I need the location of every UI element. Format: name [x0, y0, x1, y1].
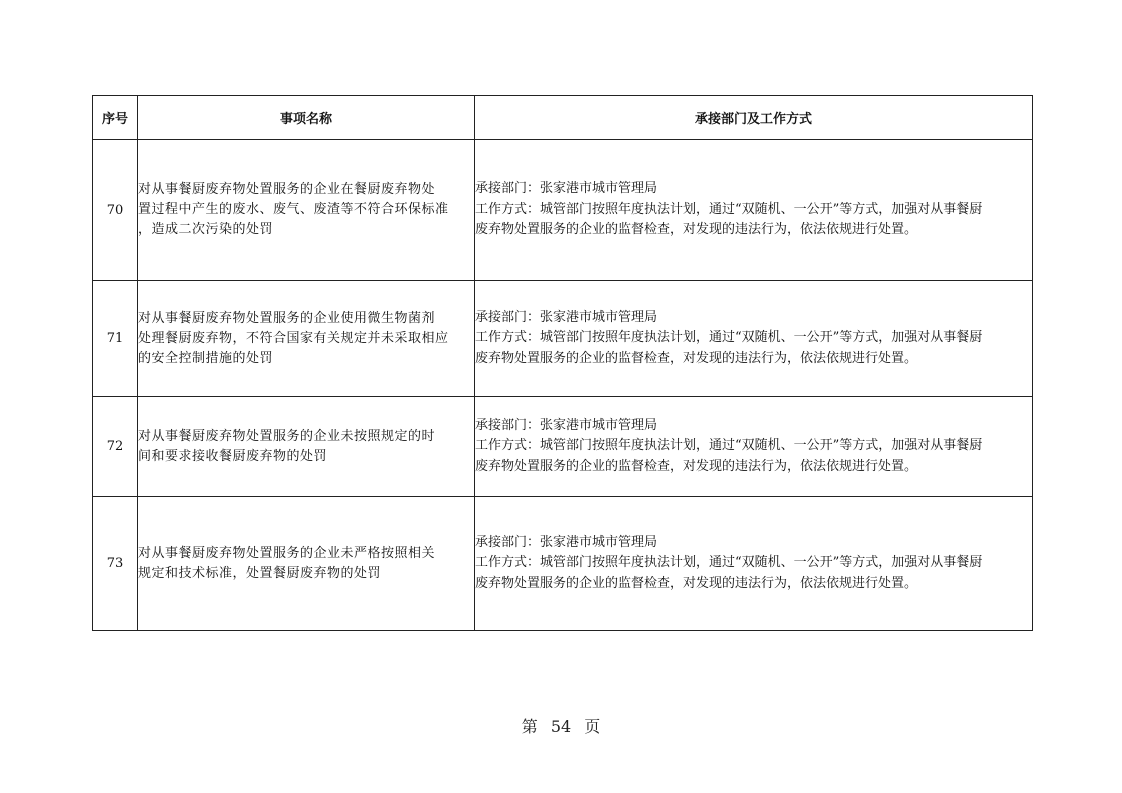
header-item-name: 事项名称 — [138, 96, 475, 140]
item-name-line: 对从事餐厨废弃物处置服务的企业未严格按照相关 — [138, 545, 436, 561]
work-method-line: 工作方式：城管部门按照年度执法计划，通过“双随机、一公开”等方式，加强对从事餐厨 — [475, 330, 983, 346]
department-line: 承接部门：张家港市城市管理局 — [475, 181, 658, 197]
row-serial-number: 70 — [93, 140, 138, 281]
department-line: 承接部门：张家港市城市管理局 — [475, 534, 658, 550]
work-method-line: 工作方式：城管部门按照年度执法计划，通过“双随机、一公开”等方式，加强对从事餐厨 — [475, 201, 983, 217]
header-serial-number: 序号 — [93, 96, 138, 140]
work-method-line: 工作方式：城管部门按照年度执法计划，通过“双随机、一公开”等方式，加强对从事餐厨 — [475, 555, 983, 571]
row-item-name — [138, 281, 475, 397]
row-serial-number: 71 — [93, 281, 138, 397]
table-row — [93, 397, 1033, 497]
department-line: 承接部门：张家港市城市管理局 — [475, 417, 658, 433]
row-item-name — [138, 397, 475, 497]
work-method-line: 废弃物处置服务的企业的监督检查，对发现的违法行为，依法依规进行处置。 — [475, 458, 918, 474]
item-name-line: 置过程中产生的废水、废气、废渣等不符合环保标准 — [138, 202, 449, 217]
department-line: 承接部门：张家港市城市管理局 — [475, 309, 658, 325]
table-row — [93, 281, 1033, 397]
table-header-row — [93, 96, 1033, 140]
work-method-line: 废弃物处置服务的企业的监督检查，对发现的违法行为，依法依规进行处置。 — [475, 350, 918, 366]
page-number-footer — [0, 714, 1122, 737]
item-name-line: 处理餐厨废弃物，不符合国家有关规定并未采取相应 — [138, 330, 449, 346]
work-method-line: 废弃物处置服务的企业的监督检查，对发现的违法行为，依法依规进行处置。 — [475, 575, 918, 591]
row-item-name — [138, 497, 475, 631]
page-number: 54 — [550, 717, 572, 736]
row-department-and-method — [475, 497, 1033, 631]
row-serial-number: 73 — [93, 497, 138, 631]
page-suffix: 页 — [584, 717, 601, 736]
item-name-line: 对从事餐厨废弃物处置服务的企业未按照规定的时 — [138, 428, 436, 444]
row-department-and-method — [475, 281, 1033, 397]
work-method-line: 工作方式：城管部门按照年度执法计划，通过“双随机、一公开”等方式，加强对从事餐厨 — [475, 438, 983, 454]
item-name-line: ，造成二次污染的处罚 — [138, 222, 274, 237]
item-name-line: 规定和技术标准，处置餐厨废弃物的处罚 — [138, 565, 382, 581]
header-department-and-method: 承接部门及工作方式 — [475, 96, 1033, 140]
item-name-line: 间和要求接收餐厨废弃物的处罚 — [138, 448, 328, 464]
table-row — [93, 497, 1033, 631]
item-name-line: 对从事餐厨废弃物处置服务的企业使用微生物菌剂 — [138, 310, 436, 326]
row-item-name — [138, 140, 475, 281]
table-row — [93, 140, 1033, 281]
row-serial-number: 72 — [93, 397, 138, 497]
row-department-and-method — [475, 397, 1033, 497]
items-table — [92, 95, 1033, 631]
item-name-line: 的安全控制措施的处罚 — [138, 350, 274, 366]
item-name-line: 对从事餐厨废弃物处置服务的企业在餐厨废弃物处 — [138, 182, 436, 197]
page-prefix: 第 — [521, 717, 538, 736]
row-department-and-method — [475, 140, 1033, 281]
work-method-line: 废弃物处置服务的企业的监督检查，对发现的违法行为，依法依规进行处置。 — [475, 222, 918, 238]
